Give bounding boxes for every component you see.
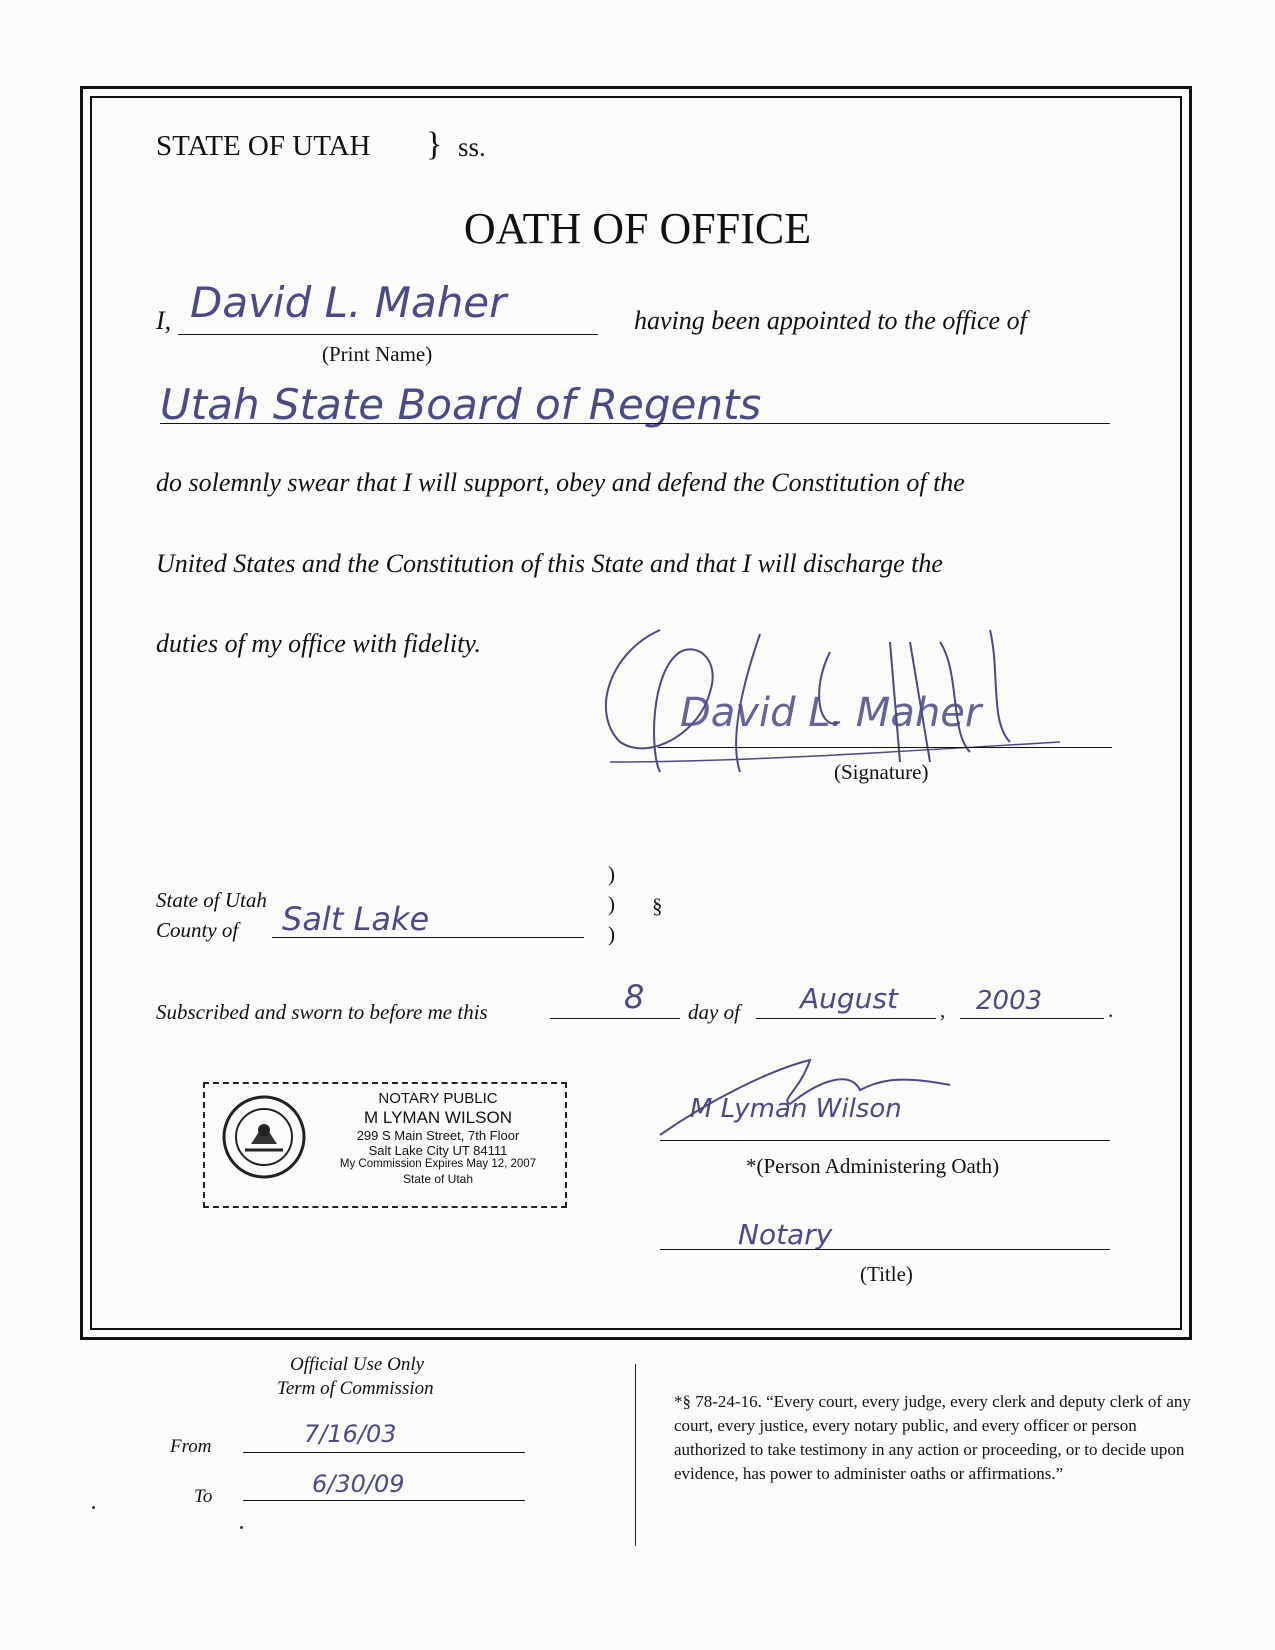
signature-caption: (Signature) xyxy=(834,760,929,784)
header-ss: ss. xyxy=(458,132,486,162)
header-brace: } xyxy=(426,126,443,163)
stamp-line-1: NOTARY PUBLIC xyxy=(378,1090,498,1107)
office-handwritten: Utah State Board of Regents xyxy=(160,380,762,429)
header-state: STATE OF UTAH xyxy=(156,130,371,162)
sworn-day-of: day of xyxy=(688,1000,740,1024)
state-seal-icon xyxy=(221,1094,307,1180)
footer-divider xyxy=(635,1364,636,1546)
stamp-line-5: My Commission Expires May 12, 2007 xyxy=(339,1158,537,1171)
signature-handwritten: David L. Maher xyxy=(680,690,982,736)
official-heading-2: Term of Commission xyxy=(277,1378,434,1399)
stamp-line-6: State of Utah xyxy=(402,1171,474,1186)
administrator-signature-handwritten: M Lyman Wilson xyxy=(690,1094,902,1124)
scan-speck xyxy=(240,1526,243,1529)
oath-pronoun: I, xyxy=(156,306,172,335)
venue-paren-2: ) xyxy=(608,892,615,916)
oath-body-line-3: duties of my office with fidelity. xyxy=(156,629,481,658)
footnote-statute: *§ 78-24-16. “Every court, every judge, every clerk and deputy clerk of any court, every justice, every notary public, and every officer or person authorized to take testimony in any action or proceeding, or to decide upon evidence, has power to administer oaths or affirmations.” xyxy=(674,1392,1191,1484)
sworn-month-line xyxy=(756,1018,936,1019)
official-to-value: 6/30/09 xyxy=(312,1470,405,1498)
sworn-year-line xyxy=(960,1018,1104,1019)
venue-state-label: State of Utah xyxy=(156,888,267,912)
venue-paren-3: ) xyxy=(608,922,615,946)
oath-body-line-1: do solemnly swear that I will support, obey and defend the Constitution of the xyxy=(156,468,965,497)
administrator-title-handwritten: Notary xyxy=(738,1218,833,1251)
administrator-signature-line xyxy=(660,1140,1110,1141)
stamp-line-2: M LYMAN WILSON xyxy=(364,1107,512,1127)
stamp-line-3: 299 S Main Street, 7th Floor xyxy=(356,1127,520,1143)
signature-line xyxy=(658,747,1112,748)
county-handwritten: Salt Lake xyxy=(282,900,430,938)
administrator-title-caption: (Title) xyxy=(860,1262,913,1286)
sworn-comma: , xyxy=(940,998,946,1022)
scan-speck xyxy=(92,1506,95,1509)
official-from-value: 7/16/03 xyxy=(304,1420,397,1448)
venue-paren-1: ) xyxy=(608,862,615,886)
document-title: OATH OF OFFICE xyxy=(463,204,812,253)
administrator-caption: *(Person Administering Oath) xyxy=(746,1154,1000,1178)
official-heading-1: Official Use Only xyxy=(290,1354,425,1375)
notary-stamp xyxy=(203,1082,567,1208)
section-symbol: § xyxy=(652,894,663,918)
administrator-title-line xyxy=(660,1249,1110,1250)
administrator-signature-scribble xyxy=(650,1040,990,1140)
print-name-caption: (Print Name) xyxy=(322,342,433,366)
sworn-year-handwritten: 2003 xyxy=(976,986,1043,1016)
print-name-line xyxy=(178,334,598,335)
sworn-month-handwritten: August xyxy=(800,982,898,1015)
oath-body-line-2: United States and the Constitution of this State and that I will discharge the xyxy=(156,549,943,578)
sworn-day-handwritten: 8 xyxy=(624,978,645,1016)
official-from-label: From xyxy=(170,1436,212,1457)
official-from-line xyxy=(243,1452,525,1453)
sworn-prefix: Subscribed and sworn to before me this xyxy=(156,1000,488,1024)
sworn-day-line xyxy=(550,1018,680,1019)
stamp-line-4: Salt Lake City UT 84111 xyxy=(368,1143,508,1159)
venue-county-label: County of xyxy=(156,918,239,942)
print-name-handwritten: David L. Maher xyxy=(190,278,507,327)
office-line xyxy=(160,423,1110,424)
appointed-text: having been appointed to the office of xyxy=(634,306,1027,335)
official-to-line xyxy=(243,1500,525,1501)
county-line xyxy=(272,937,584,938)
official-to-label: To xyxy=(194,1486,213,1507)
sworn-period: . xyxy=(1108,998,1114,1022)
